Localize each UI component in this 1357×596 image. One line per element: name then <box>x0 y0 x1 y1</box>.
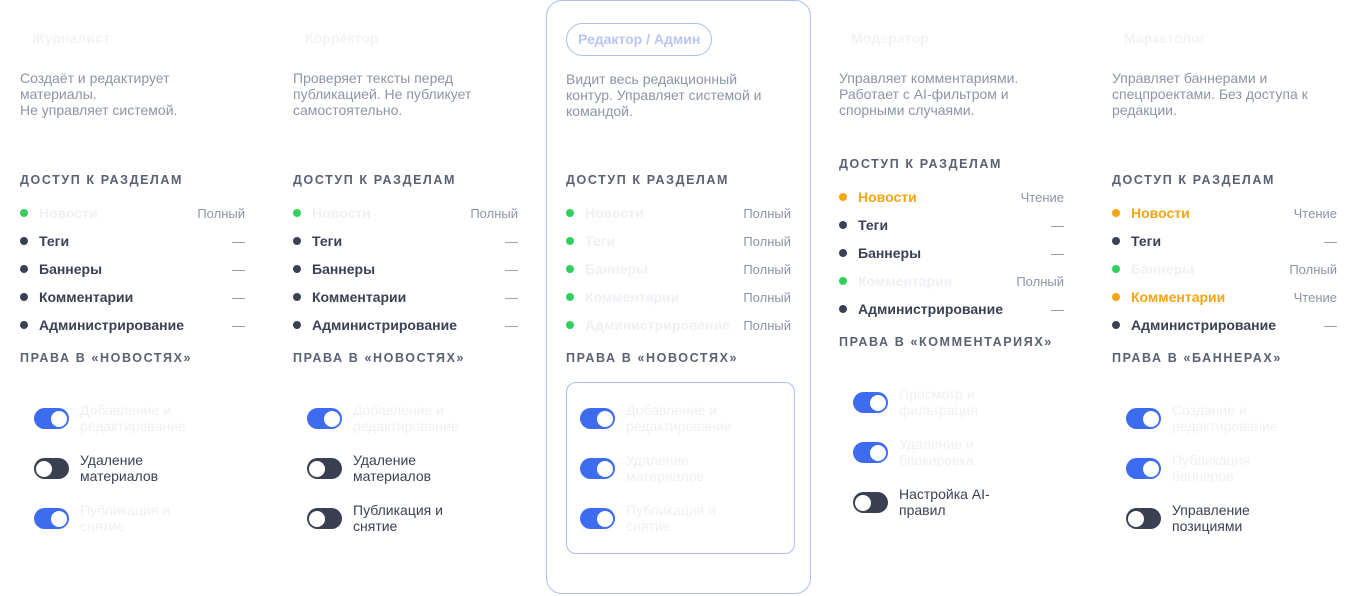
description-line: спецпроектами. Без доступа к <box>1112 86 1308 102</box>
access-section-name: Теги <box>39 233 70 249</box>
permission-label <box>353 452 513 484</box>
access-level: Полный <box>743 318 791 333</box>
access-section-name: Теги <box>312 233 343 249</box>
access-section-name: Баннеры <box>858 245 922 261</box>
access-section-name: Комментарии <box>39 289 134 305</box>
status-dot <box>566 293 574 301</box>
permission-label <box>353 502 513 534</box>
access-section-name: Теги <box>585 233 616 249</box>
label-line: редактирование <box>626 418 732 434</box>
label-line: редактирование <box>1172 418 1278 434</box>
access-row-admin <box>566 315 791 335</box>
status-dot <box>1112 293 1120 301</box>
status-dot <box>839 193 847 201</box>
access-row-news <box>1112 203 1337 223</box>
toggle-knob <box>324 411 340 427</box>
permission-toggle[interactable] <box>853 492 888 513</box>
permission-toggle[interactable] <box>580 508 615 529</box>
access-section-name: Администрирование <box>858 301 1003 317</box>
access-section-name: Новости <box>312 205 371 221</box>
description-line: Видит весь редакционный <box>566 71 738 87</box>
permission-label <box>80 402 240 434</box>
label-line: снятие <box>80 518 125 534</box>
permission-row <box>1126 502 1336 542</box>
description-line: Работает с AI-фильтром и <box>839 86 1009 102</box>
permission-label <box>626 402 786 434</box>
role-description <box>839 70 1079 118</box>
access-level: — <box>505 234 518 249</box>
status-dot <box>839 221 847 229</box>
rights-heading: ПРАВА В «НОВОСТЯХ» <box>566 351 739 365</box>
permission-toggle[interactable] <box>853 442 888 463</box>
access-row-banners <box>839 243 1064 263</box>
label-line: Добавление и <box>353 402 445 418</box>
status-dot <box>293 265 301 273</box>
access-level: Чтение <box>1293 290 1337 305</box>
rights-heading: ПРАВА В «НОВОСТЯХ» <box>293 351 466 365</box>
access-section-name: Администрирование <box>585 317 730 333</box>
label-line: Создание и <box>1172 402 1247 418</box>
permission-row <box>307 502 517 542</box>
permission-toggle[interactable] <box>1126 408 1161 429</box>
status-dot <box>566 237 574 245</box>
access-level: Полный <box>743 234 791 249</box>
access-row-comments <box>20 287 245 307</box>
access-level: Чтение <box>1293 206 1337 221</box>
label-line: баннеров <box>1172 468 1234 484</box>
label-line: редактирование <box>353 418 459 434</box>
permission-row <box>34 452 244 492</box>
label-line: Публикация и <box>353 502 443 518</box>
permission-row <box>307 402 517 442</box>
access-level: — <box>505 318 518 333</box>
status-dot <box>293 293 301 301</box>
status-dot <box>293 209 301 217</box>
toggle-knob <box>597 411 613 427</box>
access-section-name: Комментарии <box>312 289 407 305</box>
access-level: — <box>505 262 518 277</box>
access-section-name: Комментарии <box>858 273 953 289</box>
status-dot <box>1112 321 1120 329</box>
permission-toggle[interactable] <box>34 508 69 529</box>
permission-toggle[interactable] <box>853 392 888 413</box>
label-line: Удаление <box>80 452 144 468</box>
permission-toggle[interactable] <box>307 458 342 479</box>
permission-row <box>1126 402 1336 442</box>
access-row-tags <box>20 231 245 251</box>
label-line: Добавление и <box>80 402 172 418</box>
status-dot <box>20 265 28 273</box>
label-line: Публикация <box>1172 452 1251 468</box>
access-row-admin <box>839 299 1064 319</box>
label-line: Настройка AI- <box>899 486 990 502</box>
role-description <box>293 70 533 118</box>
toggle-knob <box>597 461 613 477</box>
permission-toggle[interactable] <box>1126 458 1161 479</box>
access-row-banners <box>1112 259 1337 279</box>
permission-label <box>1172 402 1332 434</box>
permission-row <box>307 452 517 492</box>
toggle-knob <box>309 511 325 527</box>
access-row-tags <box>293 231 518 251</box>
access-row-news <box>20 203 245 223</box>
role-title[interactable]: Журналист <box>32 30 111 46</box>
toggle-knob <box>51 511 67 527</box>
description-line: редакции. <box>1112 102 1177 118</box>
permission-toggle[interactable] <box>580 458 615 479</box>
toggle-knob <box>51 411 67 427</box>
permission-label <box>899 386 1059 418</box>
permission-row <box>853 486 1063 526</box>
toggle-knob <box>309 461 325 477</box>
label-line: Удаление <box>626 452 690 468</box>
access-row-news <box>839 187 1064 207</box>
access-section-name: Администрирование <box>39 317 184 333</box>
access-row-comments <box>566 287 791 307</box>
permission-row <box>853 386 1063 426</box>
access-row-comments <box>1112 287 1337 307</box>
rights-heading: ПРАВА В «БАННЕРАХ» <box>1112 351 1282 365</box>
label-line: фильтрация <box>899 402 979 418</box>
status-dot <box>839 249 847 257</box>
permission-label <box>626 452 786 484</box>
access-row-comments <box>293 287 518 307</box>
label-line: Удаление и <box>899 436 974 452</box>
access-level: — <box>232 290 245 305</box>
permission-toggle[interactable] <box>34 458 69 479</box>
access-heading: ДОСТУП К РАЗДЕЛАМ <box>566 173 730 187</box>
permission-label <box>1172 502 1332 534</box>
permission-label <box>899 436 1059 468</box>
label-line: Удаление <box>353 452 417 468</box>
access-row-banners <box>566 259 791 279</box>
role-title[interactable]: Маркетолог <box>1124 30 1206 46</box>
access-row-tags <box>1112 231 1337 251</box>
description-line: контур. Управляет системой и <box>566 87 762 103</box>
description-line: командой. <box>566 103 633 119</box>
permission-label <box>353 402 513 434</box>
permission-toggle[interactable] <box>580 408 615 429</box>
label-line: материалов <box>80 468 159 484</box>
access-section-name: Баннеры <box>312 261 376 277</box>
label-line: снятие <box>626 518 671 534</box>
role-description <box>566 71 806 119</box>
access-section-name: Баннеры <box>1131 261 1195 277</box>
status-dot <box>566 209 574 217</box>
permission-label <box>626 502 786 534</box>
access-row-banners <box>20 259 245 279</box>
access-heading: ДОСТУП К РАЗДЕЛАМ <box>293 173 457 187</box>
access-section-name: Новости <box>858 189 917 205</box>
label-line: Публикация и <box>80 502 170 518</box>
role-description <box>1112 70 1352 118</box>
label-line: Публикация и <box>626 502 716 518</box>
permission-label <box>80 452 240 484</box>
status-dot <box>839 305 847 313</box>
permission-toggle[interactable] <box>34 408 69 429</box>
label-line: материалов <box>353 468 432 484</box>
access-row-admin <box>20 315 245 335</box>
status-dot <box>20 321 28 329</box>
access-level: — <box>1324 234 1337 249</box>
permission-label <box>899 486 1059 518</box>
access-level: Полный <box>743 290 791 305</box>
status-dot <box>1112 209 1120 217</box>
access-row-comments <box>839 271 1064 291</box>
toggle-knob <box>1143 461 1159 477</box>
access-level: Полный <box>197 206 245 221</box>
description-line: Управляет баннерами и <box>1112 70 1268 86</box>
toggle-knob <box>1128 511 1144 527</box>
access-level: — <box>1051 218 1064 233</box>
access-level: Полный <box>1016 274 1064 289</box>
status-dot <box>566 321 574 329</box>
access-level: — <box>1051 302 1064 317</box>
access-section-name: Комментарии <box>585 289 680 305</box>
access-level: — <box>232 234 245 249</box>
description-line: Создаёт и редактирует <box>20 70 170 86</box>
access-level: Чтение <box>1020 190 1064 205</box>
label-line: блокировка <box>899 452 974 468</box>
label-line: правил <box>899 502 946 518</box>
permission-row <box>580 402 790 442</box>
access-section-name: Комментарии <box>1131 289 1226 305</box>
access-level: Полный <box>743 206 791 221</box>
description-line: Не управляет системой. <box>20 102 178 118</box>
access-level: Полный <box>470 206 518 221</box>
permission-row <box>34 402 244 442</box>
access-section-name: Теги <box>1131 233 1162 249</box>
access-heading: ДОСТУП К РАЗДЕЛАМ <box>1112 173 1276 187</box>
access-row-news <box>566 203 791 223</box>
role-card-editor-admin[interactable] <box>546 0 811 594</box>
description-line: материалы. <box>20 86 97 102</box>
access-row-admin <box>293 315 518 335</box>
status-dot <box>20 237 28 245</box>
description-line: самостоятельно. <box>293 102 403 118</box>
description-line: спорными случаями. <box>839 102 975 118</box>
toggle-knob <box>36 461 52 477</box>
access-level: — <box>232 262 245 277</box>
access-section-name: Новости <box>585 205 644 221</box>
permission-row <box>580 452 790 492</box>
access-section-name: Теги <box>858 217 889 233</box>
access-level: Полный <box>1289 262 1337 277</box>
status-dot <box>20 209 28 217</box>
access-heading: ДОСТУП К РАЗДЕЛАМ <box>20 173 184 187</box>
status-dot <box>20 293 28 301</box>
label-line: Просмотр и <box>899 386 975 402</box>
access-section-name: Новости <box>39 205 98 221</box>
access-level: — <box>232 318 245 333</box>
permission-toggle[interactable] <box>307 408 342 429</box>
toggle-knob <box>855 495 871 511</box>
status-dot <box>293 321 301 329</box>
toggle-knob <box>1143 411 1159 427</box>
access-level: — <box>1051 246 1064 261</box>
access-row-admin <box>1112 315 1337 335</box>
status-dot <box>293 237 301 245</box>
description-line: публикацией. Не публикует <box>293 86 472 102</box>
toggle-knob <box>870 395 886 411</box>
access-section-name: Администрирование <box>1131 317 1276 333</box>
rights-heading: ПРАВА В «НОВОСТЯХ» <box>20 351 193 365</box>
toggle-knob <box>870 445 886 461</box>
status-dot <box>1112 237 1120 245</box>
permission-row <box>34 502 244 542</box>
access-section-name: Баннеры <box>39 261 103 277</box>
description-line: Управляет комментариями. <box>839 70 1019 86</box>
label-line: Добавление и <box>626 402 718 418</box>
permission-toggle[interactable] <box>1126 508 1161 529</box>
toggle-knob <box>597 511 613 527</box>
permission-row <box>580 502 790 542</box>
label-line: позициями <box>1172 518 1243 534</box>
role-description <box>20 70 260 118</box>
status-dot <box>839 277 847 285</box>
permission-toggle[interactable] <box>307 508 342 529</box>
status-dot <box>1112 265 1120 273</box>
access-level: — <box>505 290 518 305</box>
role-title-pill[interactable]: Редактор / Админ <box>566 23 712 56</box>
role-title[interactable]: Корректор <box>305 30 379 46</box>
access-section-name: Баннеры <box>585 261 649 277</box>
label-line: материалов <box>626 468 705 484</box>
access-row-news <box>293 203 518 223</box>
label-line: снятие <box>353 518 398 534</box>
permission-label <box>1172 452 1332 484</box>
permission-label <box>80 502 240 534</box>
access-section-name: Новости <box>1131 205 1190 221</box>
label-line: Управление <box>1172 502 1250 518</box>
description-line: Проверяет тексты перед <box>293 70 454 86</box>
rights-heading: ПРАВА В «КОММЕНТАРИЯХ» <box>839 335 1053 349</box>
access-row-tags <box>839 215 1064 235</box>
access-row-banners <box>293 259 518 279</box>
status-dot <box>566 265 574 273</box>
access-section-name: Администрирование <box>312 317 457 333</box>
access-level: Полный <box>743 262 791 277</box>
role-title[interactable]: Модератор <box>851 30 929 46</box>
permission-row <box>1126 452 1336 492</box>
access-heading: ДОСТУП К РАЗДЕЛАМ <box>839 157 1003 171</box>
access-row-tags <box>566 231 791 251</box>
permission-row <box>853 436 1063 476</box>
label-line: редактирование <box>80 418 186 434</box>
access-level: — <box>1324 318 1337 333</box>
